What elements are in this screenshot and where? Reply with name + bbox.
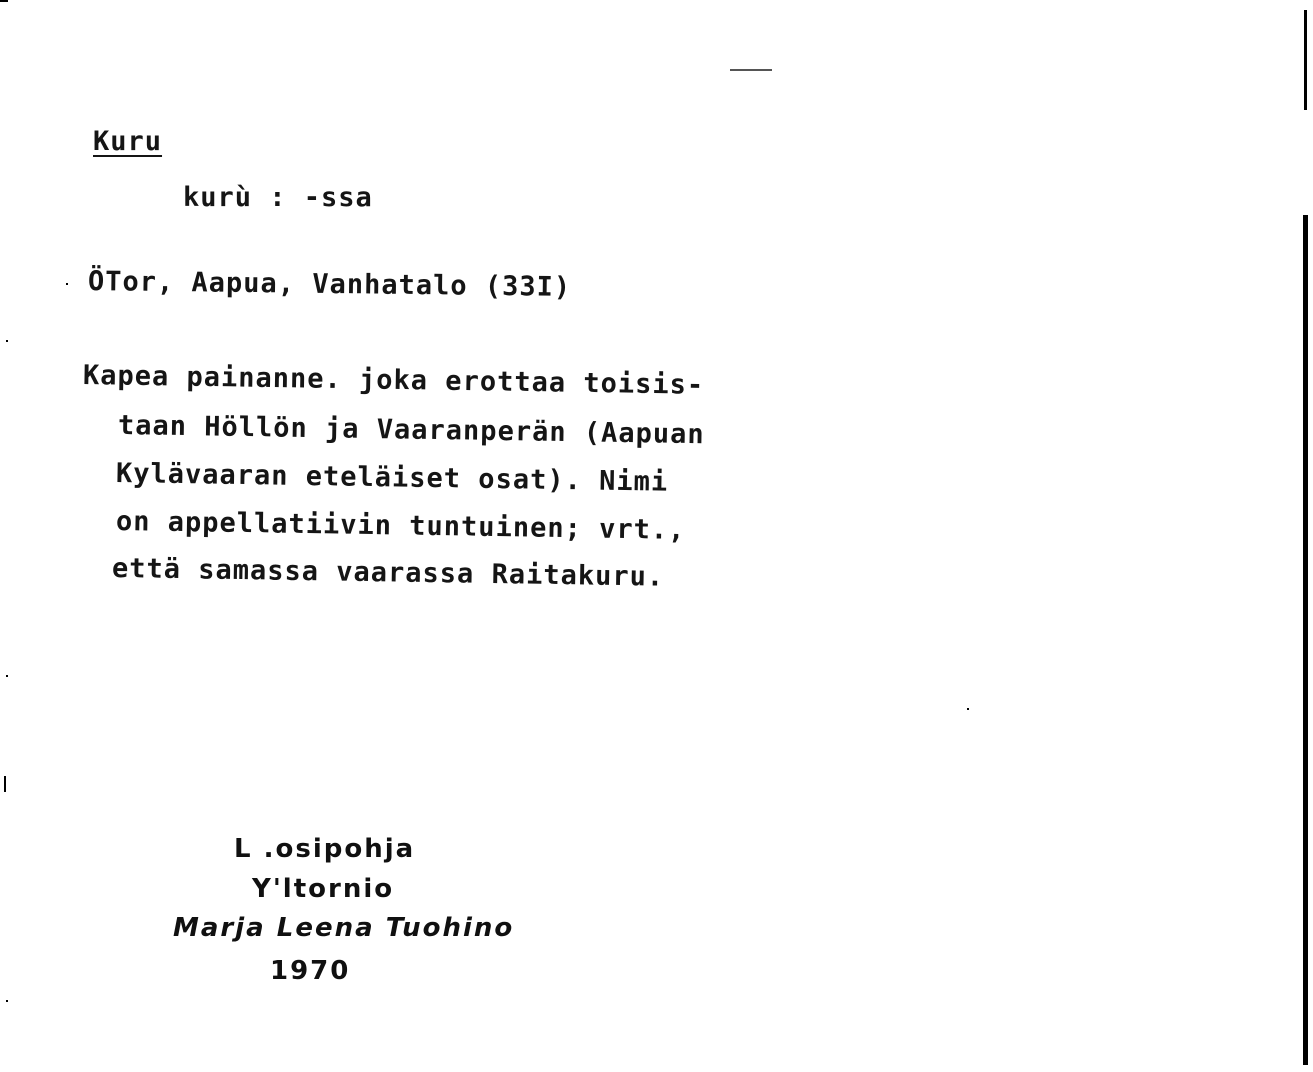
stamp-parish: Y'ltornio <box>252 874 395 904</box>
description-line: on appellatiivin tuntuinen; vrt., <box>115 506 686 546</box>
stamp-region: L .osipohja <box>234 834 416 864</box>
scan-edge-right-top <box>1304 10 1307 110</box>
scan-speck <box>6 675 8 677</box>
description-line: Kylävaaran eteläiset osat). Nimi <box>115 458 669 498</box>
inflection-form: kurù : -ssa <box>183 182 373 213</box>
scan-dash-top <box>730 69 772 71</box>
scan-speck <box>66 283 68 285</box>
scan-edge-right <box>1303 215 1308 1065</box>
description-line: Kapea painanne. joka erottaa toisis- <box>82 360 705 401</box>
stamp-year: 1970 <box>270 956 351 986</box>
scan-mark-top-left <box>0 0 8 2</box>
description-line: taan Höllön ja Vaaranperän (Aapuan <box>117 410 705 451</box>
scan-speck <box>6 1000 8 1002</box>
location-line: ÖTor, Aapua, Vanhatalo (33I) <box>87 266 572 303</box>
stamp-collector: Marja Leena Tuohino <box>173 913 515 943</box>
description-line: että samassa vaarassa Raitakuru. <box>111 553 665 593</box>
scan-mark-left <box>4 776 6 792</box>
scan-speck <box>6 340 8 342</box>
scan-speck <box>967 708 969 710</box>
place-name-title: Kuru <box>93 126 163 157</box>
